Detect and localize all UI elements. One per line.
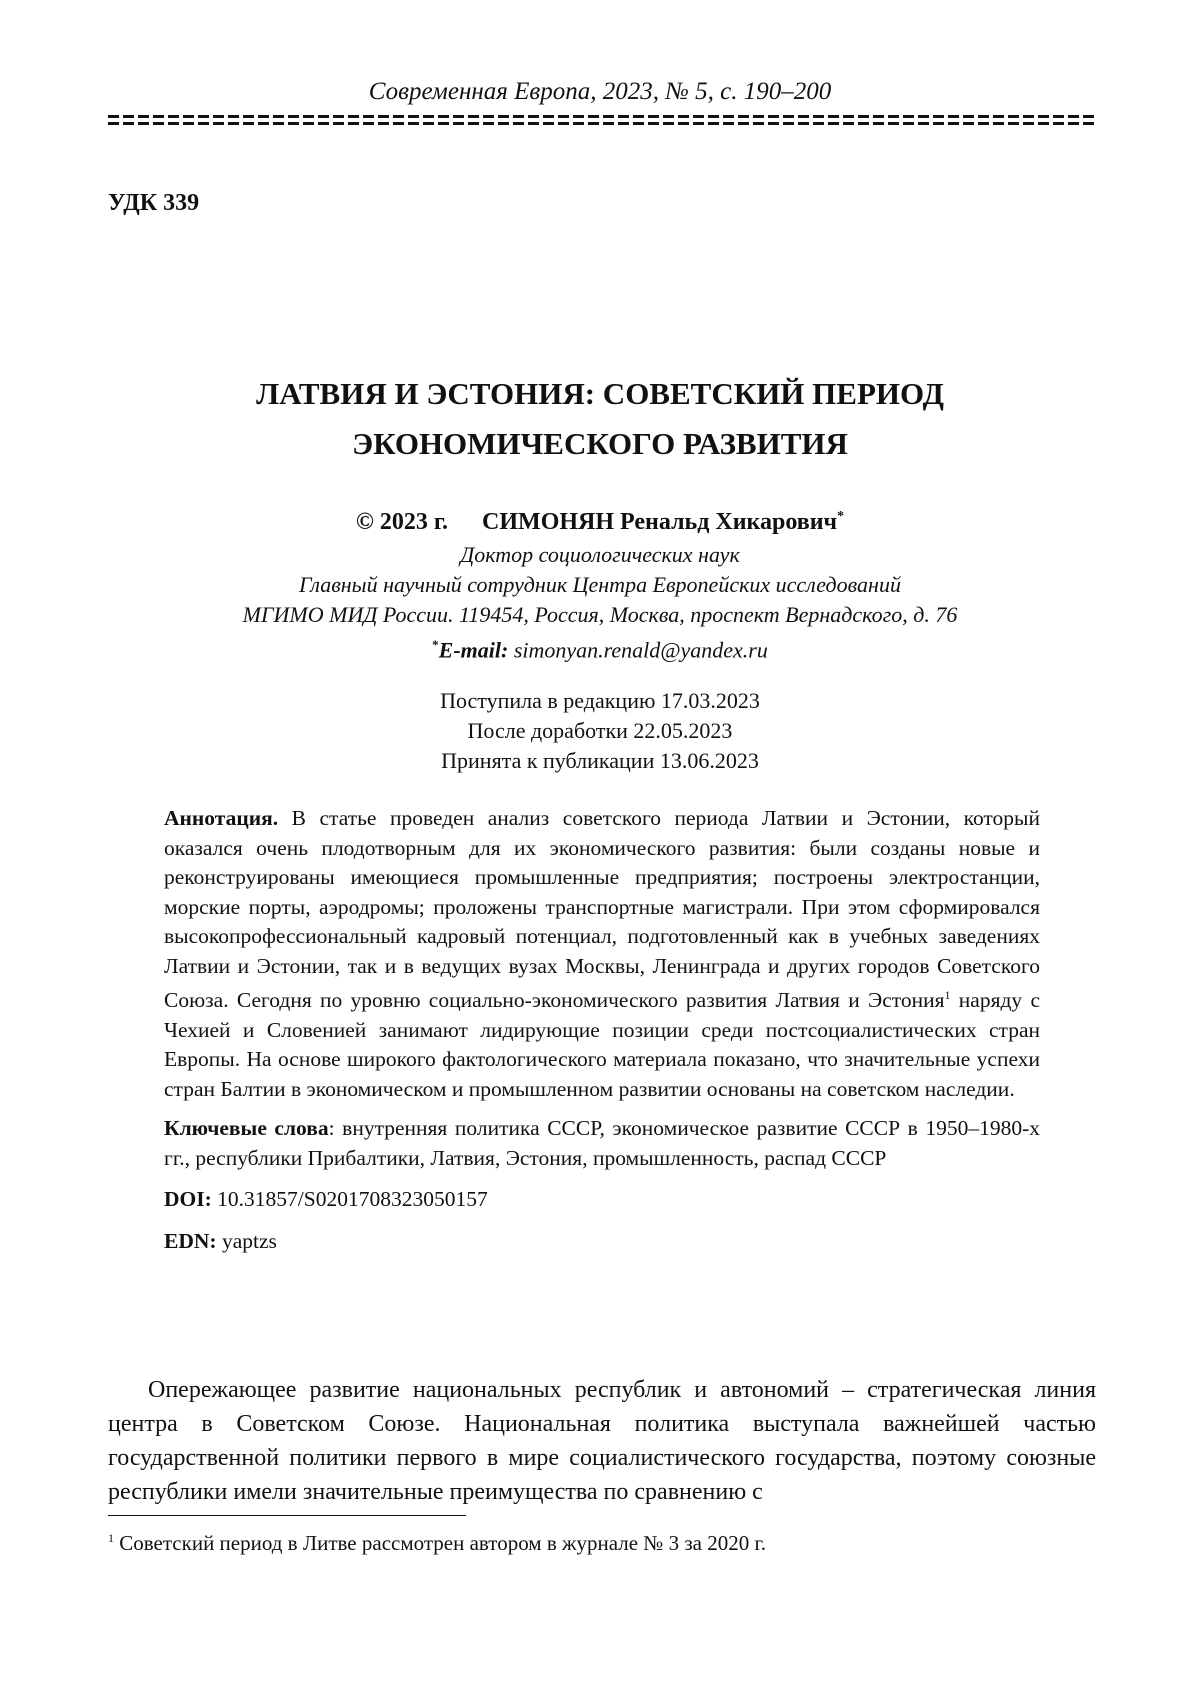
abstract-block (164, 804, 1040, 1256)
doi-value[interactable]: 10.31857/S0201708323050157 (211, 1187, 488, 1212)
abstract-label: Аннотация. (164, 806, 279, 830)
author-affiliation (0, 540, 1200, 665)
author-marker: * (837, 509, 845, 524)
title-line-2: ЭКОНОМИЧЕСКОГО РАЗВИТИЯ (352, 426, 848, 461)
date-accepted: Принята к публикации 13.06.2023 (441, 748, 759, 773)
abstract-text-1: В статье проведен анализ советского периода Латвии и Эстонии, который оказался очень плодотворным для их экономического развития: были созданы новые и реконструированы имеющиеся промышленные предприятия; построены электростанции, морские порты, аэродромы; проложены транспортные магистрали. При этом сформировался высокопрофессиональный кадровый потенциал, подготовленный как в учебных заведениях Латвии и Эстонии, так и в ведущих вузах Москвы, Ленинграда и других городов Советского Союза. Сегодня по уровню социально-экономического развития Латвия и Эстония (164, 806, 1040, 1013)
body-text (108, 1373, 1096, 1509)
edn-label: EDN: (164, 1228, 217, 1253)
footnote-ref[interactable]: 1 (944, 988, 951, 1002)
abstract (164, 804, 1040, 1104)
udk-code: УДК 339 (108, 190, 200, 216)
author-address: МГИМО МИД России. 119454, Россия, Москва, проспект Вернадского, д. 76 (242, 602, 958, 627)
date-revised: После доработки 22.05.2023 (467, 718, 733, 743)
author-email[interactable]: simonyan.renald@yandex.ru (513, 637, 768, 663)
abstract-text-2: наряду с Чехией и Словенией занимают лидирующие позиции среди постсоциалистических стран Европы. На основе широкого фактологического материала показано, что значительные успехи стран Балтии в экономическом и промышленном развитии основаны на советском наследии. (164, 988, 1040, 1101)
body-paragraph: Опережающее развитие национальных республик и автономий – стратегическая линия центра в Советском Союзе. Национальная политика выступала важнейшей частью государственной политики первого в мире социалистического государства, поэтому союзные республики имели значительные преимущества по сравнению с (108, 1377, 1096, 1505)
footnote (108, 1531, 1096, 1556)
publication-dates (0, 686, 1200, 776)
running-header: Современная Европа, 2023, № 5, с. 190–200 (368, 78, 832, 105)
title-line-1: ЛАТВИЯ И ЭСТОНИЯ: СОВЕТСКИЙ ПЕРИОД (256, 376, 944, 411)
article-title (0, 369, 1200, 469)
footnote-number: 1 (108, 1531, 114, 1545)
doi-line (164, 1185, 1040, 1215)
email-label: E-mail: (438, 637, 509, 663)
email-marker: * (432, 637, 439, 652)
keywords (164, 1114, 1040, 1173)
footnote-divider (108, 1515, 466, 1516)
edn-value: yaptzs (216, 1228, 277, 1253)
keywords-text: : внутренняя политика СССР, экономическое развитие СССР в 1950–1980-х гг., республики Прибалтики, Латвия, Эстония, промышленность, распад СССР (164, 1116, 1040, 1170)
copyright-year: © 2023 г. (355, 509, 449, 535)
author-line (0, 509, 1200, 536)
edn-line (164, 1227, 1040, 1257)
author-degree: Доктор социологических наук (460, 542, 740, 567)
date-received: Поступила в редакцию 17.03.2023 (440, 688, 760, 713)
keywords-label: Ключевые слова (164, 1116, 329, 1141)
author-position: Главный научный сотрудник Центра Европейских исследований (299, 572, 901, 597)
footnote-text: Советский период в Литве рассмотрен автором в журнале № 3 за 2020 г. (114, 1531, 766, 1555)
author-email-line (0, 630, 1200, 665)
author-name: СИМОНЯН Ренальд Хикарович (482, 509, 838, 535)
header-double-rule (108, 115, 1096, 127)
doi-label: DOI: (164, 1187, 212, 1212)
